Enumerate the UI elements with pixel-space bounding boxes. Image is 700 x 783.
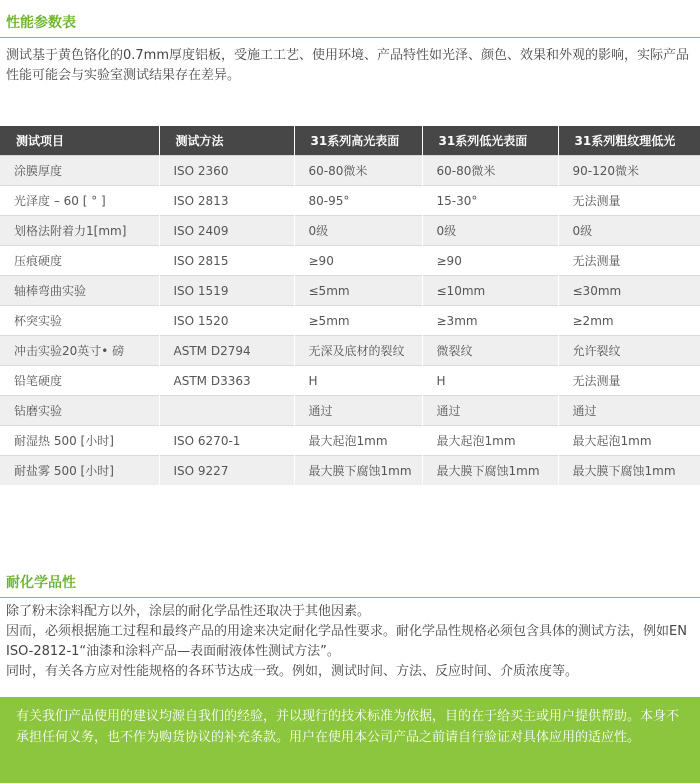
column-header: 31系列高光表面 [294,126,422,156]
table-cell: 划格法附着力1[mm] [0,216,159,246]
notice-text: 有关我们产品使用的建议均源自我们的经验，并以现行的技术标准为依据，目的在于给买主或用户提供帮助。本身不承担任何义务，也不作为购货协议的补充条款。用户在使用本公司产品之前请自行验证对具体应用的适应性。 [16,709,680,745]
table-cell: ≥90 [422,246,558,276]
table-cell: 0级 [558,216,700,246]
table-cell: ISO 2360 [159,156,294,186]
table-cell: 80-95° [294,186,422,216]
table-cell: 最大膜下腐蚀1mm [558,456,700,486]
table-cell: 微裂纹 [422,336,558,366]
table-cell: 最大起泡1mm [294,426,422,456]
table-row [0,156,700,186]
table-cell: ≥90 [294,246,422,276]
table-cell: ISO 2813 [159,186,294,216]
table-cell: 耐盐雾 500 [小时] [0,456,159,486]
performance-title: 性能参数表 [6,15,76,31]
table-cell: ISO 1520 [159,306,294,336]
table-cell: 铅笔硬度 [0,366,159,396]
table-cell: 0级 [294,216,422,246]
table-cell: ASTM D2794 [159,336,294,366]
table-row [0,306,700,336]
table-cell: ≤5mm [294,276,422,306]
table-cell: ISO 6270-1 [159,426,294,456]
table-row [0,396,700,426]
column-header: 31系列低光表面 [422,126,558,156]
column-header: 测试方法 [159,126,294,156]
performance-table [0,126,700,485]
table-cell: 60-80微米 [422,156,558,186]
table-cell: 通过 [422,396,558,426]
chemical-line: 因而，必须根据施工过程和最终产品的用途来决定耐化学品性要求。耐化学品性规格必须包含具体的测试方法，例如EN ISO-2812-1“油漆和涂料产品—表面耐液体性测试方法”。 [6,624,687,659]
table-row [0,216,700,246]
table-row [0,336,700,366]
notice-box [0,697,700,783]
table-cell: 最大起泡1mm [422,426,558,456]
table-cell: ISO 2815 [159,246,294,276]
table-cell: ≥5mm [294,306,422,336]
table-cell [159,396,294,426]
table-cell: 无深及底材的裂纹 [294,336,422,366]
table-cell: 冲击实验20英寸• 磅 [0,336,159,366]
table-cell: 90-120微米 [558,156,700,186]
table-cell: 最大起泡1mm [558,426,700,456]
table-cell: ≥2mm [558,306,700,336]
table-cell: 轴棒弯曲实验 [0,276,159,306]
table-cell: 无法测量 [558,246,700,276]
column-header: 测试项目 [0,126,159,156]
table-cell: 60-80微米 [294,156,422,186]
table-row [0,456,700,486]
chemical-divider [0,597,700,598]
table-cell: ISO 1519 [159,276,294,306]
table-row [0,276,700,306]
chemical-line: 同时，有关各方应对性能规格的各环节达成一致。例如，测试时间、方法、反应时间、介质浓度等。 [6,664,579,679]
chemical-text [6,602,696,682]
table-cell: 通过 [558,396,700,426]
table-header-row [0,126,700,156]
table-cell: H [422,366,558,396]
table-row [0,366,700,396]
table-row [0,186,700,216]
table-cell: 耐湿热 500 [小时] [0,426,159,456]
table-cell: 光泽度 – 60 [ ° ] [0,186,159,216]
table-cell: 最大膜下腐蚀1mm [294,456,422,486]
table-cell: 通过 [294,396,422,426]
table-cell: 允许裂纹 [558,336,700,366]
table-cell: 杯突实验 [0,306,159,336]
table-cell: 压痕硬度 [0,246,159,276]
table-cell: 钻磨实验 [0,396,159,426]
table-row [0,426,700,456]
table-cell: 最大膜下腐蚀1mm [422,456,558,486]
table-cell: ASTM D3363 [159,366,294,396]
table-cell: H [294,366,422,396]
table-cell: 无法测量 [558,186,700,216]
table-cell: 15-30° [422,186,558,216]
table-cell: ISO 9227 [159,456,294,486]
table-cell: 涂膜厚度 [0,156,159,186]
table-cell: ≤30mm [558,276,700,306]
table-cell: ≥3mm [422,306,558,336]
table-cell: 0级 [422,216,558,246]
table-row [0,246,700,276]
chemical-line: 除了粉末涂料配方以外，涂层的耐化学品性还取决于其他因素。 [6,604,371,619]
performance-divider [0,37,700,38]
performance-intro: 测试基于黄色铬化的0.7mm厚度铝板，受施工工艺、使用环境、产品特性如光泽、颜色、效果和外观的影响，实际产品性能可能会与实验室测试结果存在差异。 [6,48,690,83]
table-cell: ISO 2409 [159,216,294,246]
column-header: 31系列粗纹理低光 [558,126,700,156]
table-cell: 无法测量 [558,366,700,396]
chemical-title: 耐化学品性 [6,575,76,591]
table-cell: ≤10mm [422,276,558,306]
